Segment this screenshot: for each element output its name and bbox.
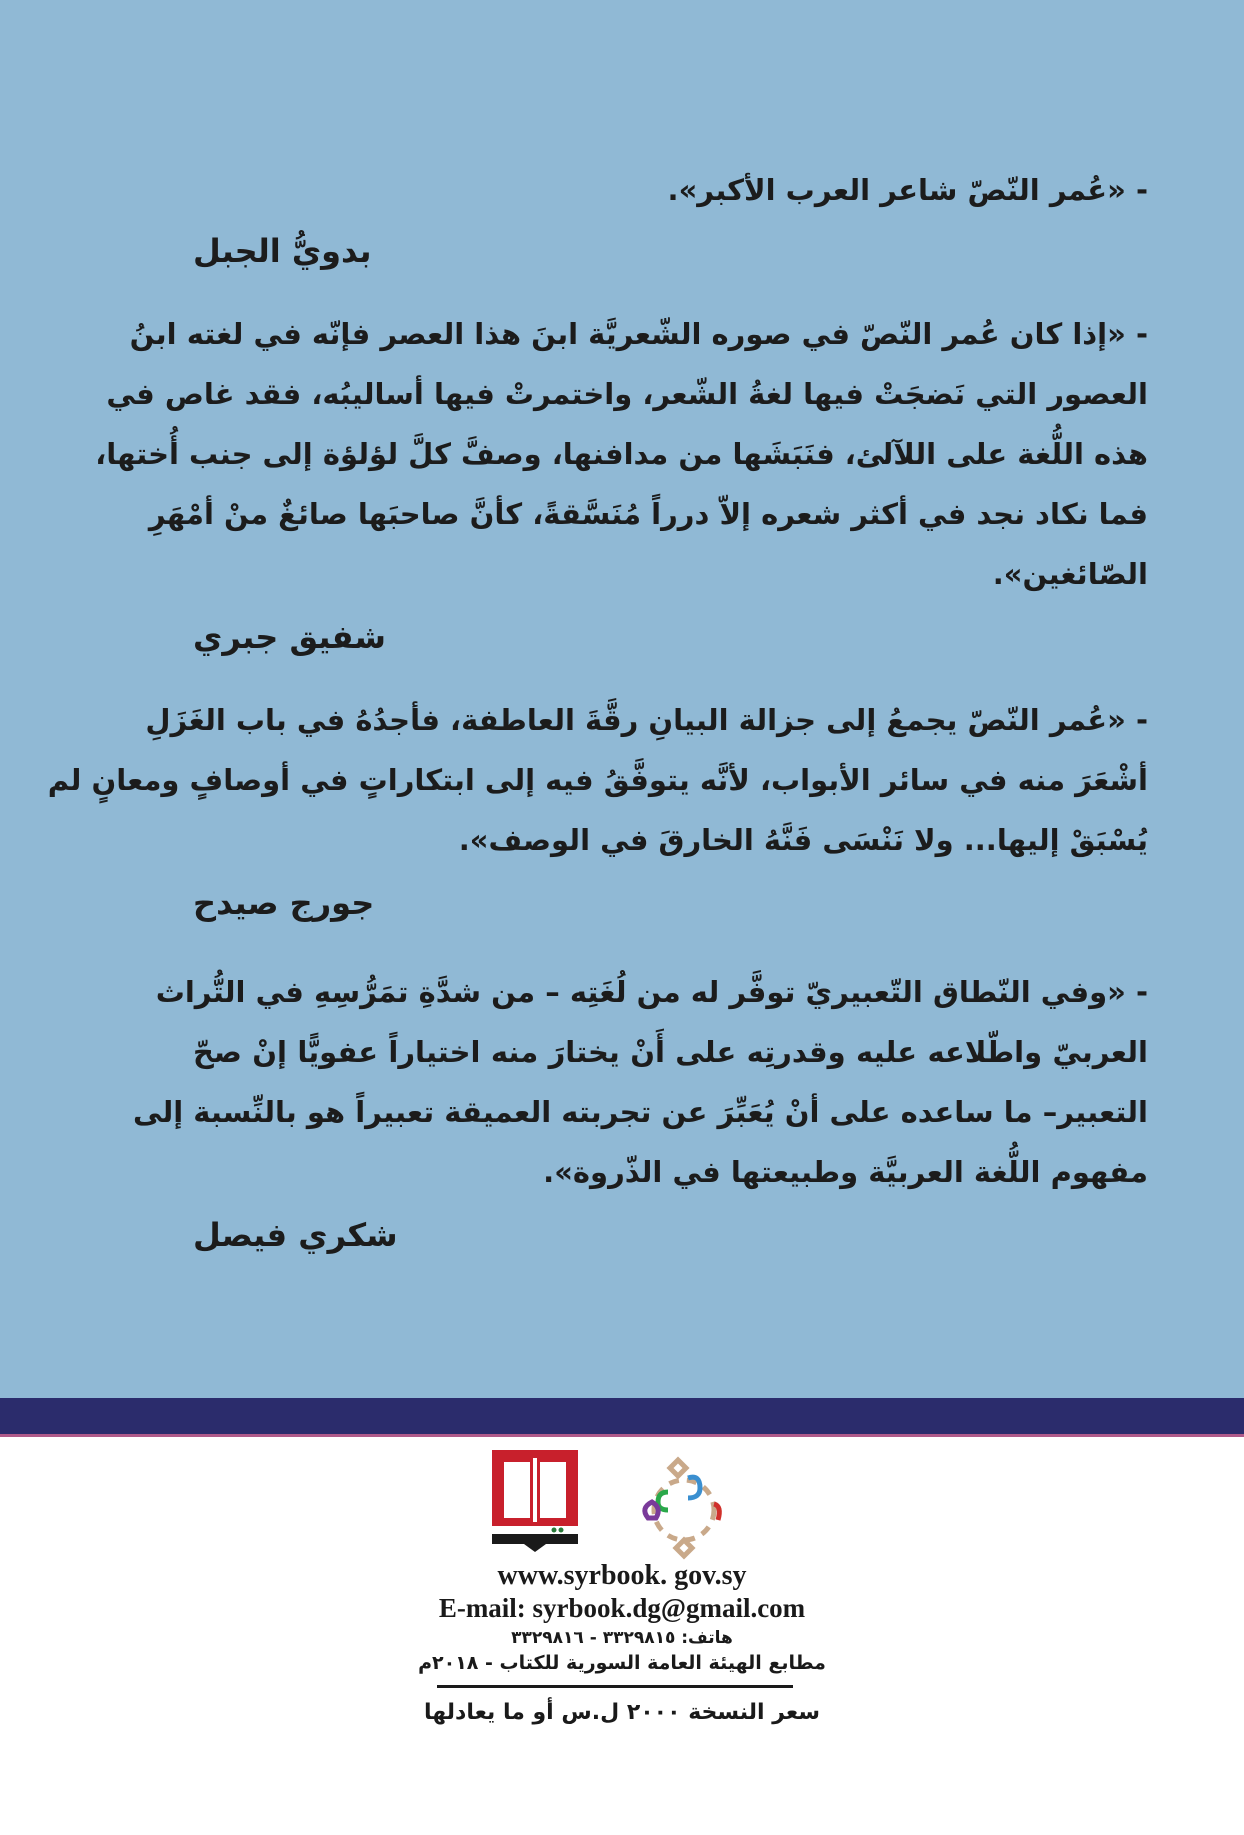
quote-line: - «إذا كان عُمر النّصّ في صوره الشّعريَّة ابنَ هذا العصر فإنّه في لغته ابنُ <box>129 317 1148 351</box>
quote-line: العربيّ واطّلاعه عليه وقدرتِه على أَنْ يختارَ منه اختياراً عفويًّا إنْ صحّ <box>193 1035 1148 1069</box>
culture-logo-icon <box>645 1460 720 1556</box>
quote-3 <box>47 690 1148 870</box>
quote-author: بدويُّ الجبل <box>193 232 372 270</box>
quote-author: شفيق جبري <box>193 618 386 656</box>
publisher-logos <box>488 1448 748 1560</box>
quote-line: فما نكاد نجد في أكثر شعره إلاّ درراً مُنَسَّقةً، كأنَّ صاحبَها صائغٌ منْ أمْهَرِ <box>148 497 1148 531</box>
publisher-phone: هاتف: ٣٣٢٩٨١٥ - ٣٣٢٩٨١٦ <box>511 1628 733 1648</box>
quote-line: - «عُمر النّصّ يجمعُ إلى جزالة البيانِ رقَّةَ العاطفة، فأجدُهُ في باب الغَزَلِ <box>145 703 1148 737</box>
quote-line: أشْعَرَ منه في سائر الأبواب، لأنَّه يتوفَّقُ فيه إلى ابتكاراتٍ في أوصافٍ ومعانٍ لم <box>47 763 1148 797</box>
quote-line: يُسْبَقْ إليها... ولا نَنْسَى فَنَّهُ الخارقَ في الوصف». <box>458 823 1148 857</box>
quote-line: هذه اللُّغة على اللآلئ، فنَبَشَها من مدافنها، وصفَّ كلَّ لؤلؤة إلى جنب أُختها، <box>95 437 1148 471</box>
publisher-website[interactable]: www.syrbook. gov.sy <box>497 1560 747 1591</box>
quote-line: مفهوم اللُّغة العربيَّة وطبيعتها في الذّروة». <box>543 1155 1148 1189</box>
quote-line: العصور التي نَضجَتْ فيها لغةُ الشّعر، واختمرتْ فيها أساليبُه، فقد غاص في <box>106 377 1148 411</box>
quote-2 <box>95 304 1148 604</box>
book-logo-icon <box>488 1448 748 1560</box>
quote-author: شكري فيصل <box>193 1216 398 1254</box>
price-label: سعر النسخة ٢٠٠٠ ل.س أو ما يعادلها <box>424 1700 820 1725</box>
divider <box>437 1685 793 1688</box>
quote-line: - «وفي النّطاق التّعبيريّ توفَّر له من لُغَتِه – من شدَّةِ تمَرُّسِهِ في التُّراث <box>155 975 1148 1009</box>
quote-line: - «عُمر النّصّ شاعر العرب الأكبر». <box>667 173 1148 207</box>
quote-1 <box>193 160 1148 220</box>
publisher-email[interactable]: E-mail: syrbook.dg@gmail.com <box>438 1593 806 1623</box>
quote-author: جورج صيدح <box>193 884 375 922</box>
navy-band <box>0 1398 1244 1437</box>
printer-credit: مطابع الهيئة العامة السورية للكتاب - ٢٠١٨م <box>418 1652 826 1674</box>
quote-line: الصّائغين». <box>992 557 1148 591</box>
quote-4 <box>133 962 1148 1202</box>
quote-line: التعبير– ما ساعده على أنْ يُعَبِّرَ عن تجربته العميقة تعبيراً هو بالنِّسبة إلى <box>133 1095 1148 1129</box>
